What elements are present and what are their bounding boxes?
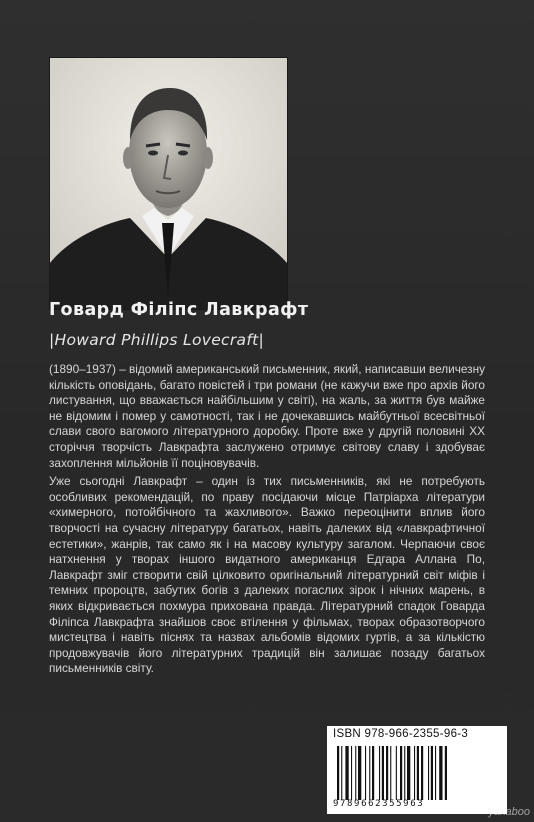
barcode-digits: 9789662355963 [333, 799, 425, 809]
watermark-logo: yakaboo [488, 806, 530, 818]
bio-paragraph-2: Уже сьогодні Лавкрафт – один із тих письменників, які не потребують особливих рекомендацій, по праву посідаючи місце Патріарха літератури «химерного, потойбічного та жахливого». Важко переоцінити вплив його творчості на сучасну літературу багатьох, навіть далеких від «лавкрафтичної естетики», жанрів, так само як і на масову культуру загалом. Черпаючи своє натхнення у творах іншого видатного американця Едгара Аллана По, Лавкрафт зміг створити свій цілковито оригінальний літературний світ міфів і темних пророцтв, забутих богів з далеких погаслих зірок і нічних марень, в яких відкривається похмура прихована правда. Літературний спадок Говарда Філіпса Лавкрафта знайшов своє втілення у фільмах, творах образотворчого мистецтва і навіть піснях та назвах альбомів відомих гуртів, а за кількістю продовжувачів його літературних традицій він залишає позаду багатьох письменників світу. [49, 474, 485, 676]
bio-paragraph-1: (1890–1937) – відомий американський письменник, який, написавши величезну кількість оповідань, багато повістей і три романи (не кажучи вже про архів його листування, що вважається найбільшим у світі), на жаль, за життя був майже не відомим і помер у самотності, так і не дочекавшись майбутньої всесвітньої слави свого вагомого літературного доробку. Проте вже у другій половині XX сторіччя творчість Лавкрафта заслужено отримує світову славу і здобуває захоплення мільйонів її поціновувачів. [49, 362, 485, 470]
author-portrait [49, 57, 288, 310]
author-biography [49, 362, 485, 680]
author-name: Говард Філіпс Лавкрафт [49, 300, 309, 320]
author-name-english: |Howard Phillips Lovecraft| [49, 331, 264, 349]
barcode-icon [335, 746, 499, 800]
isbn-label: ISBN 978-966-2355-96-3 [333, 728, 469, 740]
author-portrait-image [50, 58, 287, 309]
isbn-barcode-block [327, 726, 507, 814]
